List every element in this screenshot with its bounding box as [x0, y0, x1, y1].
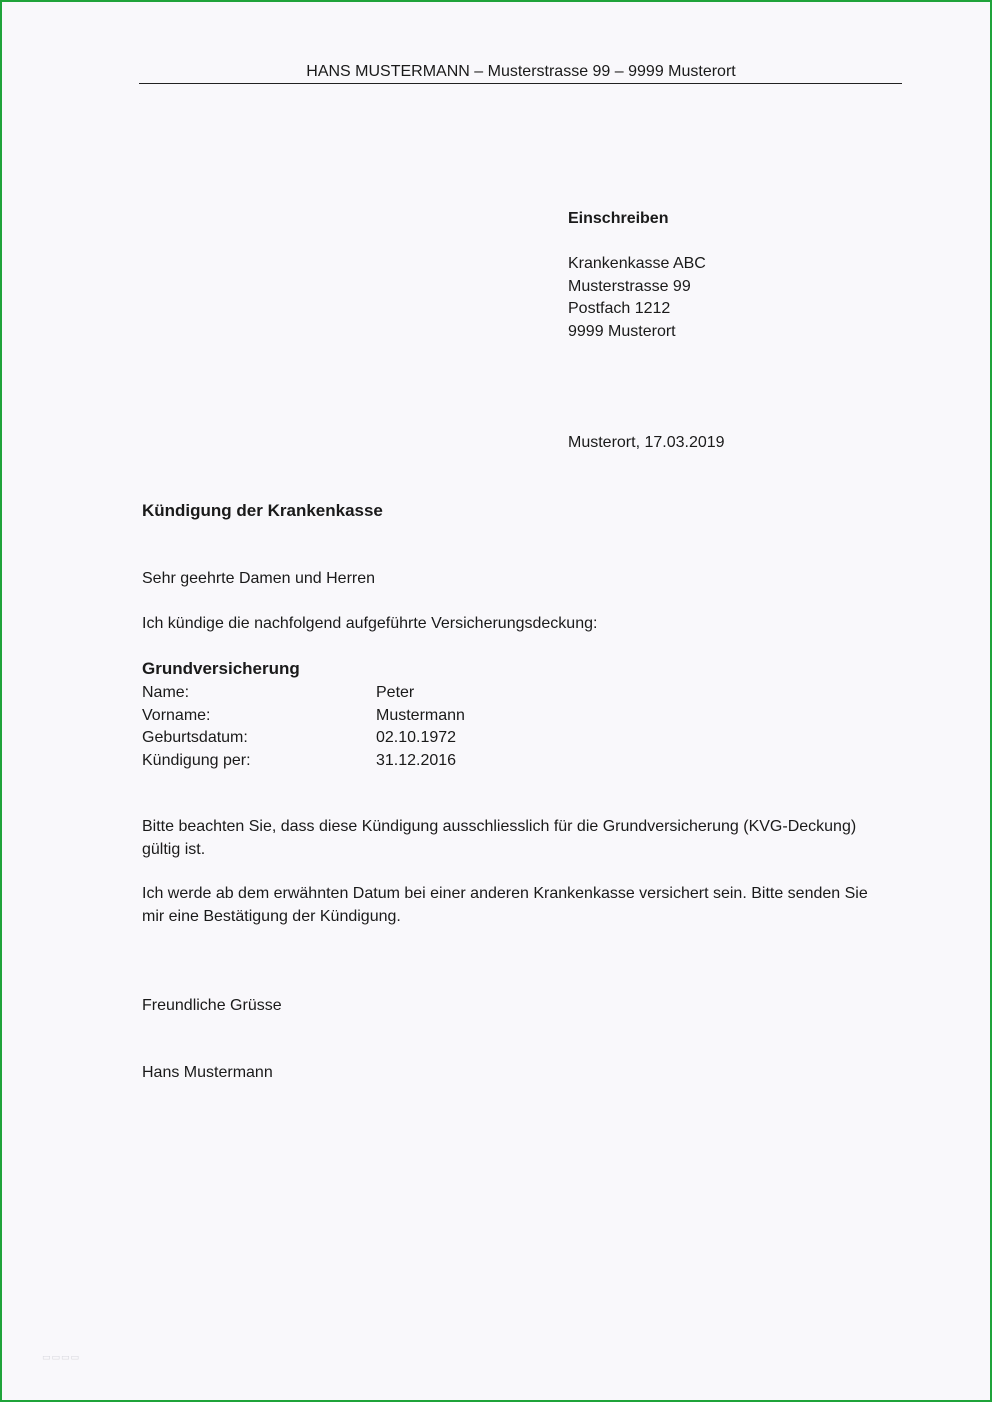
details-row	[142, 727, 465, 750]
watermark-logo: ▭▭▭▭	[42, 1352, 81, 1362]
recipient-street: Musterstrasse 99	[568, 277, 691, 295]
sender-line: HANS MUSTERMANN – Musterstrasse 99 – 9999 Musterort	[306, 63, 736, 80]
intro-text: Ich kündige die nachfolgend aufgeführte Versicherungsdeckung:	[142, 615, 598, 632]
section-title: Grundversicherung	[142, 659, 300, 678]
closing-phrase: Freundliche Grüsse	[142, 997, 282, 1014]
insurance-details	[142, 682, 465, 772]
details-row	[142, 705, 465, 728]
body-paragraph-2: Ich werde ab dem erwähnten Datum bei einer anderen Krankenkasse versichert sein. Bitte senden Sie mir eine Bestätigung der Kündigung.	[142, 885, 868, 925]
recipient-city: 9999 Musterort	[568, 322, 676, 340]
detail-value: 02.10.1972	[376, 729, 457, 746]
detail-label: Name:	[142, 684, 190, 701]
details-row	[142, 750, 465, 773]
detail-value: Peter	[376, 684, 415, 701]
body-paragraph-1: Bitte beachten Sie, dass diese Kündigung ausschliesslich für die Grundversicherung (KVG-Deckung) gültig ist.	[142, 818, 857, 858]
recipient-name: Krankenkasse ABC	[568, 255, 706, 272]
place-date: Musterort, 17.03.2019	[568, 434, 725, 451]
salutation: Sehr geehrte Damen und Herren	[142, 570, 376, 587]
mail-type: Einschreiben	[568, 210, 669, 227]
detail-label: Vorname:	[142, 706, 211, 724]
details-row	[142, 682, 465, 705]
sender-divider	[139, 83, 902, 84]
spacer	[568, 231, 706, 254]
recipient-address	[568, 208, 706, 343]
detail-value: 31.12.2016	[376, 751, 457, 769]
letter-subject: Kündigung der Krankenkasse	[142, 501, 383, 520]
recipient-po-box: Postfach 1212	[568, 300, 671, 317]
detail-label: Geburtsdatum:	[142, 729, 248, 746]
detail-label: Kündigung per:	[142, 751, 251, 769]
detail-value: Mustermann	[376, 706, 465, 724]
signature-name: Hans Mustermann	[142, 1064, 273, 1081]
